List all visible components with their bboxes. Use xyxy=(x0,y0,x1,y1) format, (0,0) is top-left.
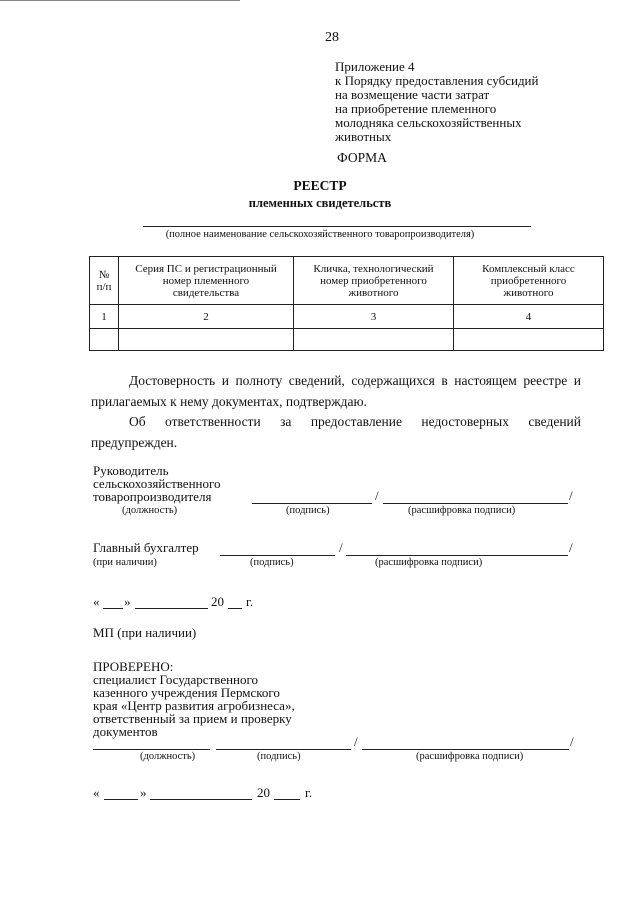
header-animal: Кличка, технологический номер приобретенного животного xyxy=(294,257,454,305)
slash: / xyxy=(375,488,379,503)
checked-line: ответственный за прием и проверку xyxy=(93,711,292,726)
producer-caption: (полное наименование сельскохозяйственного товаропроизводителя) xyxy=(165,229,475,240)
head-position-caption: (должность) xyxy=(122,505,178,516)
checked-decoding-caption: (расшифровка подписи) xyxy=(416,751,524,762)
head-signature-caption: (подпись) xyxy=(286,505,330,516)
accountant-decoding-line[interactable] xyxy=(346,555,568,556)
accountant-note: (при наличии) xyxy=(93,557,157,568)
table-cell: 3 xyxy=(294,305,454,329)
table-header-row xyxy=(90,257,604,305)
date-close-quote: » xyxy=(124,594,131,609)
date-year-blank[interactable] xyxy=(228,608,242,609)
date-day-blank[interactable] xyxy=(103,608,123,609)
checked-title: ПРОВЕРЕНО: xyxy=(93,659,174,674)
registry-table xyxy=(89,256,604,351)
date-suffix: г. xyxy=(246,594,254,609)
table-cell[interactable] xyxy=(119,329,294,351)
appendix-line: животных xyxy=(335,129,392,144)
date-close-quote: » xyxy=(140,785,147,800)
table-cell: 1 xyxy=(90,305,119,329)
date-open-quote: « xyxy=(93,785,100,800)
date-month-blank[interactable] xyxy=(135,608,208,609)
table-cell[interactable] xyxy=(454,329,604,351)
date-year-prefix: 20 xyxy=(257,785,270,800)
appendix-line: Приложение 4 xyxy=(335,59,415,74)
date-month-blank[interactable] xyxy=(150,799,252,800)
document-title: РЕЕСТР xyxy=(293,178,347,193)
accountant-decoding-caption: (расшифровка подписи) xyxy=(375,557,483,568)
stamp-label: МП (при наличии) xyxy=(93,625,197,640)
date-open-quote: « xyxy=(93,594,100,609)
checked-signature-line[interactable] xyxy=(216,749,351,750)
checked-line: документов xyxy=(93,724,158,739)
table-numbering-row xyxy=(90,305,604,329)
statement-paragraph-1: Достоверность и полноту сведений, содержащихся в настоящем реестре и прилагаемых к нему документах, подтверждаю. xyxy=(91,373,581,409)
table-cell[interactable] xyxy=(90,329,119,351)
document-subtitle: племенных свидетельств xyxy=(248,196,392,210)
head-label-line: товаропроизводителя xyxy=(93,489,212,504)
checked-line: казенного учреждения Пермского xyxy=(93,685,280,700)
header-class: Комплексный класс приобретенного животного xyxy=(454,257,604,305)
head-decoding-line[interactable] xyxy=(383,503,568,504)
head-signature-line[interactable] xyxy=(252,503,372,504)
checked-position-caption: (должность) xyxy=(140,751,196,762)
slash: / xyxy=(569,540,573,555)
appendix-block xyxy=(335,60,538,144)
header-number: № п/п xyxy=(90,257,119,305)
checked-position-line[interactable] xyxy=(93,749,210,750)
accountant-signature-caption: (подпись) xyxy=(250,557,294,568)
date-day-blank[interactable] xyxy=(104,799,138,800)
slash: / xyxy=(569,488,573,503)
accountant-label: Главный бухгалтер xyxy=(93,540,199,555)
page-number: 28 xyxy=(325,30,339,45)
accountant-signature-line[interactable] xyxy=(220,555,335,556)
slash: / xyxy=(354,734,358,749)
table-row xyxy=(90,329,604,351)
slash: / xyxy=(570,734,574,749)
table-cell: 2 xyxy=(119,305,294,329)
appendix-line: молодняка сельскохозяйственных xyxy=(335,115,522,130)
date-suffix: г. xyxy=(305,785,313,800)
appendix-line: на возмещение части затрат xyxy=(335,87,490,102)
head-decoding-caption: (расшифровка подписи) xyxy=(408,505,516,516)
statement-paragraph-2: Об ответственности за предоставление недостоверных сведений предупрежден. xyxy=(91,414,581,450)
checked-line: специалист Государственного xyxy=(93,672,259,687)
table-cell: 4 xyxy=(454,305,604,329)
top-rule xyxy=(0,0,240,1)
form-label: ФОРМА xyxy=(337,150,387,165)
header-certificate: Серия ПС и регистрационный номер племенного свидетельства xyxy=(119,257,294,305)
table-cell[interactable] xyxy=(294,329,454,351)
appendix-line: на приобретение племенного xyxy=(335,101,497,116)
checked-signature-caption: (подпись) xyxy=(257,751,301,762)
head-label-line: Руководитель xyxy=(93,463,169,478)
checked-decoding-line[interactable] xyxy=(362,749,569,750)
slash: / xyxy=(339,540,343,555)
appendix-line: к Порядку предоставления субсидий xyxy=(335,73,539,88)
checked-line: края «Центр развития агробизнеса», xyxy=(93,698,295,713)
head-label-line: сельскохозяйственного xyxy=(93,476,221,491)
producer-name-line[interactable] xyxy=(143,226,531,227)
date-year-blank[interactable] xyxy=(274,799,300,800)
date-year-prefix: 20 xyxy=(211,594,224,609)
